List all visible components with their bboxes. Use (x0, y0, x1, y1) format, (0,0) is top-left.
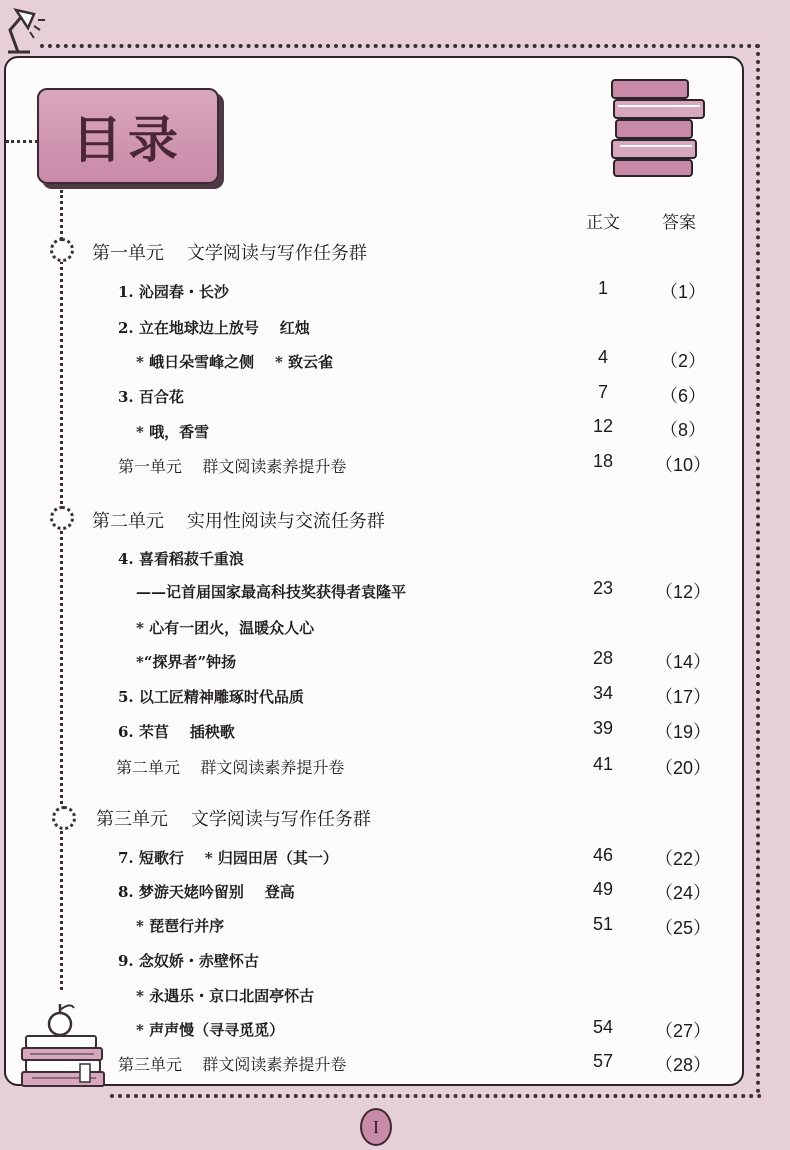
dotted-connector (6, 140, 38, 146)
toc-entry: * 哦，香雪 (136, 423, 210, 441)
toc-answer-page: （24） (654, 883, 712, 903)
toc-entry: * 心有一团火，温暖众人心 (136, 619, 315, 637)
page-frame (4, 56, 744, 1086)
unit-marker-icon (52, 806, 76, 830)
toc-answer-page: （1） (659, 282, 706, 302)
toc-page: 7 (597, 382, 608, 402)
toc-entry: * 琵琶行并序 (136, 917, 225, 935)
toc-page: 34 (592, 683, 614, 703)
toc-page: 41 (592, 754, 614, 774)
toc-answer-page: （25） (654, 918, 712, 938)
toc-unit-test: 第一单元 群文阅读素养提升卷 (118, 457, 347, 476)
toc-unit-test: 第三单元 群文阅读素养提升卷 (118, 1055, 347, 1074)
toc-entry: ——记首届国家最高科技奖获得者袁隆平 (136, 583, 407, 601)
dotted-border-top (40, 44, 760, 54)
toc-unit-test: 第二单元 群文阅读素养提升卷 (116, 758, 345, 777)
toc-entry: 1. 沁园春・长沙 (118, 283, 229, 301)
toc-answer-page: （2） (659, 351, 706, 371)
toc-answer-page: （20） (654, 758, 712, 778)
desk-lamp-icon (0, 4, 50, 56)
toc-answer-page: （19） (654, 722, 712, 742)
unit-marker-icon (50, 238, 74, 262)
column-header-text: 正文 (586, 213, 620, 233)
toc-answer-page: （6） (659, 386, 706, 406)
column-header-answer: 答案 (662, 213, 696, 233)
toc-entry: * 永遇乐・京口北固亭怀古 (136, 987, 315, 1005)
toc-page: 18 (592, 451, 614, 471)
dotted-timeline (60, 190, 67, 990)
toc-page: 51 (592, 914, 614, 934)
toc-page: 49 (592, 879, 614, 899)
toc-page: 39 (592, 718, 614, 738)
toc-entry: 9. 念奴娇・赤壁怀古 (118, 952, 259, 970)
toc-answer-page: （28） (654, 1055, 712, 1075)
unit-marker-icon (50, 506, 74, 530)
toc-entry: 5. 以工匠精神雕琢时代品质 (118, 688, 304, 706)
toc-answer-page: （17） (654, 687, 712, 707)
toc-answer-page: （12） (654, 582, 712, 602)
toc-entry: 3. 百合花 (118, 388, 184, 406)
toc-answer-page: （8） (659, 420, 706, 440)
toc-entry: 2. 立在地球边上放号 红烛 (118, 319, 310, 337)
dotted-border-bottom (110, 1094, 762, 1104)
unit-heading: 第三单元 文学阅读与写作任务群 (96, 809, 371, 830)
toc-entry: * 峨日朵雪峰之侧 * 致云雀 (136, 353, 334, 371)
page-title: 目录 (72, 111, 184, 169)
toc-title-box (37, 88, 219, 184)
toc-answer-page: （27） (654, 1021, 712, 1041)
unit-heading: 第一单元 文学阅读与写作任务群 (92, 243, 367, 264)
page-number: I (360, 1108, 392, 1146)
toc-answer-page: （10） (654, 455, 712, 475)
unit-heading: 第二单元 实用性阅读与交流任务群 (92, 511, 385, 532)
toc-page: 12 (592, 416, 614, 436)
toc-page: 46 (592, 845, 614, 865)
apple-books-icon (20, 1000, 110, 1092)
toc-entry: *“探界者”钟扬 (136, 653, 237, 671)
toc-page: 4 (597, 347, 608, 367)
toc-entry: 4. 喜看稻菽千重浪 (118, 550, 244, 568)
toc-entry: 6. 芣苢 插秧歌 (118, 723, 235, 741)
toc-entry: * 声声慢（寻寻觅觅） (136, 1021, 285, 1039)
book-stack-icon (604, 74, 714, 178)
toc-page: 28 (592, 648, 614, 668)
toc-answer-page: （22） (654, 849, 712, 869)
toc-page: 23 (592, 578, 614, 598)
dotted-border-right (756, 44, 766, 1094)
toc-page: 1 (597, 278, 608, 298)
toc-entry: 8. 梦游天姥吟留别 登高 (118, 883, 295, 901)
toc-page: 57 (592, 1051, 614, 1071)
toc-entry: 7. 短歌行 * 归园田居（其一） (118, 849, 338, 867)
toc-page: 54 (592, 1017, 614, 1037)
toc-answer-page: （14） (654, 652, 712, 672)
